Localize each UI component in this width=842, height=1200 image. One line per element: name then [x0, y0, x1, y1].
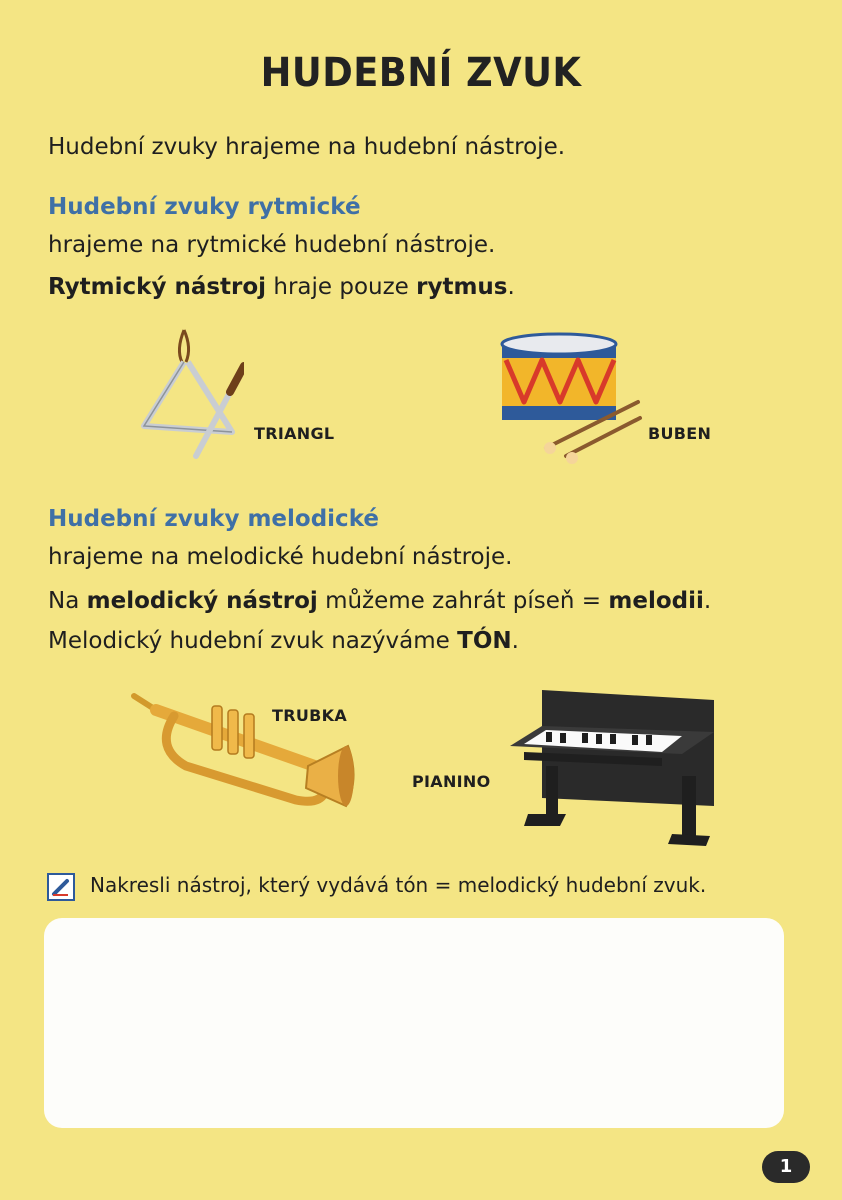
intro-text: Hudební zvuky hrajeme na hudební nástroje. [48, 134, 566, 160]
pencil-icon [47, 873, 75, 901]
bold-term: TÓN [457, 628, 512, 654]
melodic-heading: Hudební zvuky melodické [48, 506, 379, 532]
page-number-badge: 1 [762, 1151, 810, 1183]
bold-term: melodický nástroj [86, 588, 318, 614]
triangle-label: TRIANGL [254, 424, 335, 443]
rhythmic-heading: Hudební zvuky rytmické [48, 194, 361, 220]
bold-term: melodii [608, 588, 704, 614]
drum-illustration [496, 330, 646, 466]
rhythmic-line-2 [48, 272, 515, 302]
bold-term: rytmus [416, 274, 508, 300]
page-title: HUDEBNÍ ZVUK [260, 50, 582, 96]
melodic-line-3 [48, 626, 519, 656]
task-instruction: Nakresli nástroj, který vydává tón = melodický hudební zvuk. [90, 873, 707, 897]
drawing-area[interactable] [44, 918, 784, 1128]
text-span: Na [48, 588, 87, 614]
trumpet-label: TRUBKA [272, 706, 348, 725]
triangle-illustration [132, 322, 244, 464]
text-span: hraje pouze [266, 274, 417, 300]
text-span: můžeme zahrát píseň = [317, 588, 609, 614]
melodic-line-1: hrajeme na melodické hudební nástroje. [48, 544, 513, 570]
piano-label: PIANINO [412, 772, 491, 791]
text-span: Melodický hudební zvuk nazýváme [48, 628, 458, 654]
text-span: . [703, 588, 712, 614]
bold-term: Rytmický nástroj [48, 274, 267, 300]
text-span: . [511, 628, 519, 654]
melodic-line-2 [48, 586, 711, 616]
piano-illustration [506, 686, 720, 846]
drum-label: BUBEN [648, 424, 712, 443]
rhythmic-line-1: hrajeme na rytmické hudební nástroje. [48, 232, 496, 258]
text-span: . [507, 274, 515, 300]
